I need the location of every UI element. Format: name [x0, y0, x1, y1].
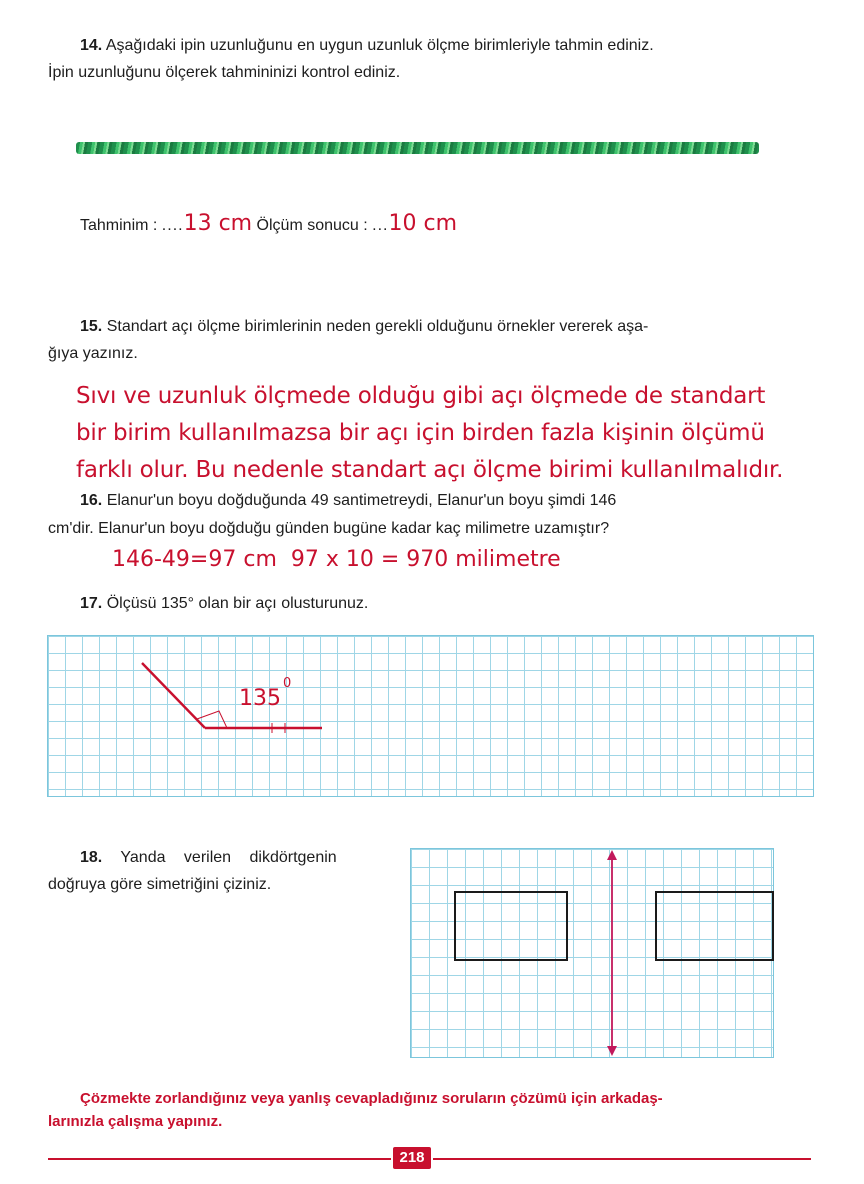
q15-line2: ğıya yazınız. [48, 345, 138, 362]
q16-answer: 146-49=97 cm 97 x 10 = 970 milimetre [112, 547, 561, 572]
q18-drawing [410, 848, 774, 1058]
q15-answer-line-3: farklı olur. Bu nedenle standart açı ölçme birimi kullanılmalıdır. [76, 457, 784, 483]
angle-ray-diagonal [142, 663, 205, 728]
given-rectangle [455, 892, 567, 960]
q15-number: 15. [80, 318, 103, 335]
q15-answer-line-1: Sıvı ve uzunluk ölçmede olduğu gibi açı ölçmede de standart [76, 383, 766, 409]
rope-image [76, 142, 759, 154]
footer-note-line2: larınızla çalışma yapınız. [48, 1113, 223, 1130]
page-number: 218 [393, 1147, 431, 1169]
q18-line2: doğruya göre simetriğini çiziniz. [48, 876, 272, 893]
q16-prompt [80, 489, 800, 513]
measure-label: Ölçüm sonucu : [252, 217, 373, 234]
q18-line1 [80, 846, 380, 870]
q14-line1: Aşağıdaki ipin uzunluğunu en uygun uzunluk ölçme birimleriyle tahmin ediniz. [105, 37, 654, 54]
q18-line1-text: Yanda verilen dikdörtgenin [120, 849, 337, 866]
estimate-label: Tahminim : [80, 217, 162, 234]
q14-prompt [80, 34, 820, 58]
estimate-dots: .... [161, 217, 184, 234]
arrow-down-icon [607, 1046, 617, 1056]
arrow-up-icon [607, 850, 617, 860]
q17-text: Ölçüsü 135° olan bir açı olusturunuz. [106, 595, 369, 612]
footer-note-line1: Çözmekte zorlandığınız veya yanlış cevapladığınız soruların çözümü için arkadaş- [80, 1090, 663, 1107]
q17-prompt [80, 592, 800, 616]
q17-number: 17. [80, 595, 103, 612]
q16-line2: cm'dir. Elanur'un boyu doğduğu günden bugüne kadar kaç milimetre uzamıştır? [48, 520, 610, 537]
q14-line2: İpin uzunluğunu ölçerek tahmininizi kontrol ediniz. [48, 64, 401, 81]
q17-angle-drawing [47, 635, 812, 795]
measure-dots: ... [372, 217, 389, 234]
q14-number: 14. [80, 37, 103, 54]
q15-line1: Standart açı ölçme birimlerinin neden gerekli olduğunu örnekler vererek aşa- [106, 318, 649, 335]
q14-answer-row [80, 212, 840, 238]
footer-rule-right [433, 1158, 811, 1160]
mirrored-rectangle [656, 892, 773, 960]
measure-answer: 10 cm [388, 211, 457, 236]
degree-mark: 0 [283, 676, 292, 691]
q15-answer-line-2: bir birim kullanılmazsa bir açı için birden fazla kişinin ölçümü [76, 420, 765, 446]
q16-number: 16. [80, 492, 103, 509]
q18-number: 18. [80, 849, 103, 866]
angle-label: 135 [239, 686, 281, 711]
q15-prompt [80, 315, 800, 339]
estimate-answer: 13 cm [183, 211, 253, 236]
q16-line1: Elanur'un boyu doğduğunda 49 santimetreydi, Elanur'un boyu şimdi 146 [106, 492, 617, 509]
footer-rule-left [48, 1158, 391, 1160]
